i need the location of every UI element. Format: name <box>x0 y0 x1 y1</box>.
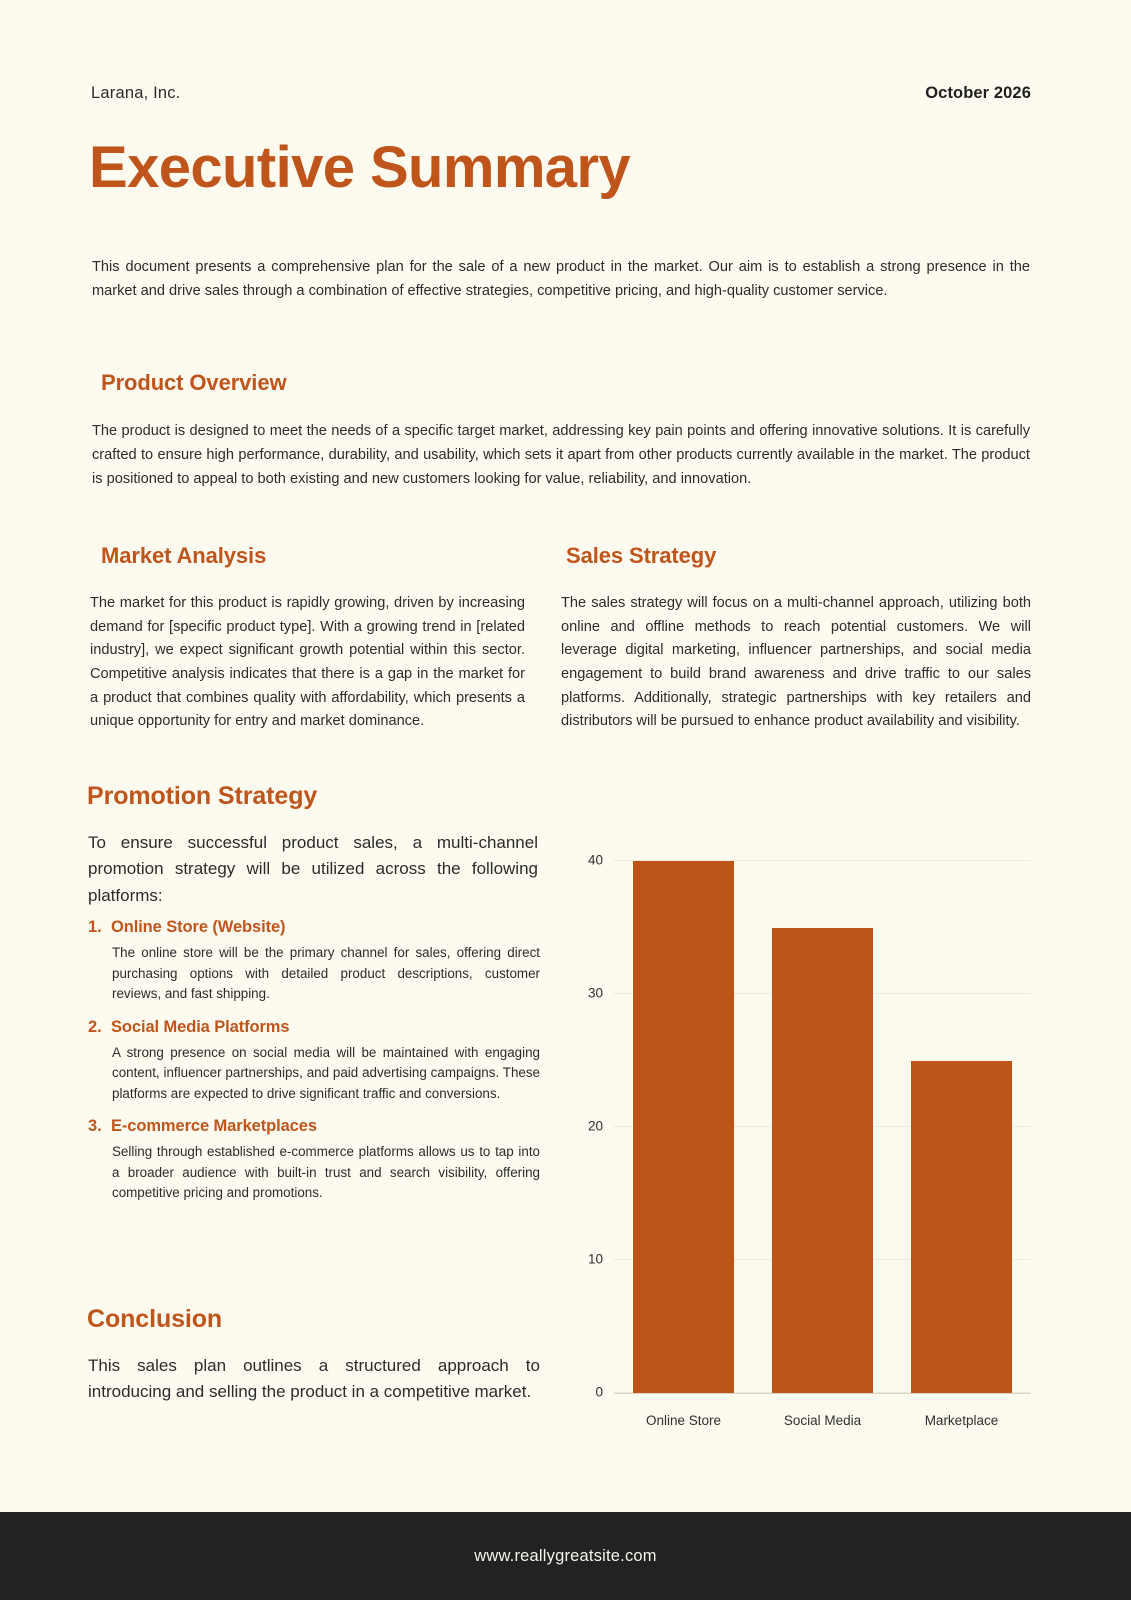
chart-bar-column <box>614 848 753 1393</box>
list-item-number: 2. <box>88 1017 102 1036</box>
list-item-body: A strong presence on social media will be maintained with engaging content, influencer partnerships, and paid advertising campaigns. These platforms are expected to drive significant traffic and conversions. <box>112 1044 540 1101</box>
chart-plot-area <box>587 848 1031 1400</box>
section-body-market-analysis: The market for this product is rapidly growing, driven by increasing demand for [specific product type]. With a growing trend in [related industry], we expect significant growth potential within this sector. Competitive analysis indicates that there is a gap in the market for a product that combines quality with affordability, which presents a unique opportunity for entry and market dominance. <box>90 595 525 730</box>
document-date: October 2026 <box>925 84 1031 102</box>
list-item-title <box>88 1117 540 1136</box>
section-body-sales-strategy: The sales strategy will focus on a multi-channel approach, utilizing both online and offline methods to reach potential customers. We will leverage digital marketing, influencer partnerships, and social media engagement to build brand awareness and drive traffic to our sales platforms. Additionally, strategic partnerships with key retailers and distributors will be pursued to enhance product availability and visibility. <box>561 595 1031 730</box>
section-heading-sales-strategy: Sales Strategy <box>566 543 717 568</box>
chart-x-axis-labels <box>614 1413 1031 1428</box>
list-item <box>88 1018 540 1105</box>
chart-y-tick-label: 0 <box>595 1384 603 1400</box>
chart-y-tick-label: 40 <box>587 852 603 868</box>
page-footer <box>0 1512 1131 1600</box>
promotion-strategy-list <box>88 918 540 1217</box>
page-title: Executive Summary <box>89 135 631 200</box>
section-body-product-overview: The product is designed to meet the needs of a specific target market, addressing key pain points and offering innovative solutions. It is carefully crafted to ensure high performance, durability, and usability, which sets it apart from other products currently available in the market. The product is positioned to appeal to both existing and new customers looking for value, reliability, and innovation. <box>92 423 1030 487</box>
footer-website: www.reallygreatsite.com <box>474 1546 657 1565</box>
list-item-body: The online store will be the primary channel for sales, offering direct purchasing options with detailed product descriptions, customer reviews, and fast shipping. <box>112 945 540 1001</box>
list-item-title <box>88 1018 540 1037</box>
chart-x-label: Social Media <box>783 1413 862 1428</box>
chart-bar <box>633 861 734 1393</box>
list-item <box>88 1117 540 1204</box>
list-item-number: 1. <box>88 918 102 936</box>
list-item <box>88 918 540 1005</box>
list-item-label: Social Media Platforms <box>111 1017 290 1036</box>
section-heading-conclusion: Conclusion <box>87 1305 223 1333</box>
section-body-conclusion: This sales plan outlines a structured approach to introducing and selling the product in a competitive market. <box>88 1356 540 1402</box>
chart-bar <box>772 928 873 1393</box>
chart-bar <box>911 1061 1012 1393</box>
intro-paragraph: This document presents a comprehensive plan for the sale of a new product in the market. Our aim is to establish a strong presence in the market and drive sales through a combination of effective strategies, competitive pricing, and high-quality customer service. <box>92 259 1030 299</box>
list-item-title <box>88 918 540 937</box>
chart-x-label: Marketplace <box>924 1413 999 1428</box>
sales-channel-bar-chart <box>566 838 1031 1438</box>
promotion-strategy-intro: To ensure successful product sales, a multi-channel promotion strategy will be utilized across the following platforms: <box>88 833 538 905</box>
chart-bars <box>614 848 1031 1393</box>
document-header <box>91 84 1031 103</box>
list-item-label: Online Store (Website) <box>111 918 286 936</box>
list-item-label: E-commerce Marketplaces <box>111 1117 317 1135</box>
chart-bar-column <box>892 848 1031 1393</box>
chart-y-tick-label: 20 <box>587 1118 603 1134</box>
section-heading-market-analysis: Market Analysis <box>101 543 267 568</box>
chart-x-label: Online Store <box>645 1413 722 1428</box>
list-item-number: 3. <box>88 1117 102 1135</box>
company-name: Larana, Inc. <box>91 84 181 102</box>
chart-y-tick-label: 30 <box>587 985 603 1001</box>
list-item-body: Selling through established e-commerce platforms allows us to tap into a broader audience with built-in trust and search visibility, offering competitive pricing and promotions. <box>112 1144 540 1200</box>
chart-bar-column <box>753 848 892 1393</box>
chart-y-tick-label: 10 <box>587 1251 603 1267</box>
section-heading-promotion-strategy: Promotion Strategy <box>87 782 318 810</box>
section-heading-product-overview: Product Overview <box>101 370 287 395</box>
